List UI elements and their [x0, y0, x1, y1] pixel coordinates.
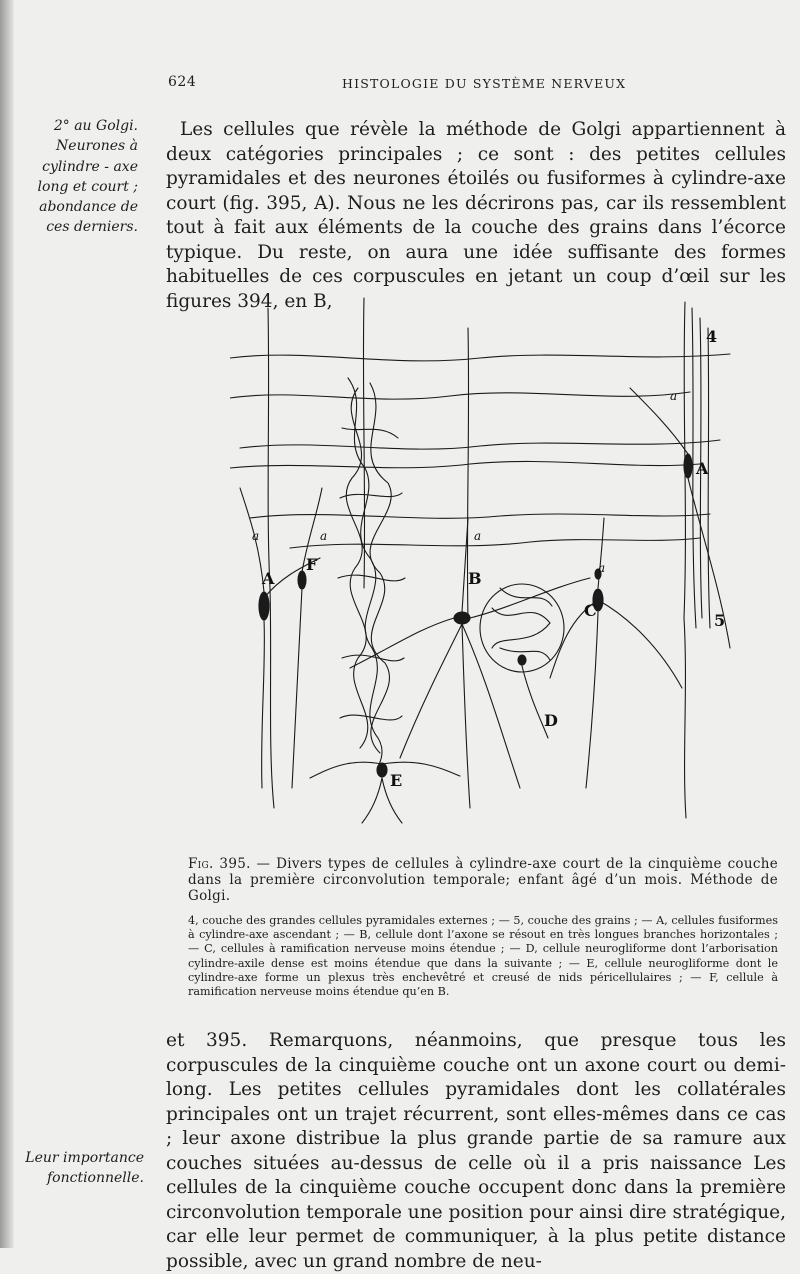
margin-note-importance: Leur importance fonctionnelle. — [25, 1150, 144, 1187]
figure-label-4: 4 — [706, 327, 718, 346]
figure-label-a-small-5: a — [670, 389, 678, 403]
figure-label-f: F — [306, 555, 318, 574]
page-number: 624 — [168, 74, 197, 90]
figure-label-a-right: A — [696, 459, 709, 478]
figure-label-a-small-3: a — [474, 529, 482, 543]
figure-label-d: D — [544, 711, 558, 730]
figure-label-a-small-1: a — [252, 529, 260, 543]
figure-number: Fig. 395. — [188, 856, 251, 872]
figure-395-golgi-drawing — [230, 288, 740, 828]
running-header — [0, 74, 800, 96]
paragraph-intro: Les cellules que révèle la méthode de Golgi appartiennent à deux catégories principales ; ce sont : des petites cellules pyramidales et des neurones étoilés ou fusiformes à cylindre-axe court (fig. 395, A). Nous ne les décrirons pas, car ils ressemblent tout à fait aux éléments de la couche des grains dans l’écorce typique. Du reste, on aura une idée suffisante des formes habituelles de ces corpuscules en jetant un coup d’œil sur les figures 394, en B, — [166, 119, 786, 312]
figure-caption-text: — Divers types de cellules à cylindre-axe court de la cinquième couche dans la première circonvolution temporale; enfant âgé d’un mois. Méthode de Golgi. — [188, 856, 779, 904]
figure-label-a-small-2: a — [320, 529, 328, 543]
figure-label-e: E — [390, 771, 403, 790]
figure-label-b: B — [468, 569, 482, 588]
page-edge-shadow — [0, 0, 14, 1248]
figure-label-a-small-4: a — [598, 561, 606, 575]
figure-label-a-left: A — [262, 569, 275, 588]
paragraph-continuation: et 395. Remarquons, néanmoins, que presque tous les corpuscules de la cinquième couche ont un axone court ou demi-long. Les petites cellules pyramidales dont les collatérales principales ont un trajet récurrent, sont elles-mêmes dans ce cas ; leur axone distribue la plus grande partie de sa ramure aux couches situées au-dessus de celle où il a pris naissance Les cellules de la cinquième couche occupent donc dans la première circonvolution temporale une position pour ainsi dire stratégique, car elle leur permet de communiquer, à la plus petite distance possible, avec un grand nombre de neu- — [166, 1030, 786, 1272]
figure-label-c: C — [584, 601, 597, 620]
running-title: HISTOLOGIE DU SYSTÈME NERVEUX — [342, 76, 627, 91]
margin-note-golgi: 2° au Golgi. Neurones à cylindre - axe long et court ; abondance de ces derniers. — [37, 118, 138, 236]
figure-label-5: 5 — [714, 611, 726, 630]
figure-caption — [188, 856, 778, 904]
figure-legend: 4, couche des grandes cellules pyramidales externes ; — 5, couche des grains ; — A, cellules fusiformes à cylindre-axe ascendant ; — B, cellule dont l’axone se résout en très longues branches horizontales ; — C, cellules à ramification nerveuse moins étendue ; — D, cellule neurogliforme dont l’arborisation cylindre-axile dense est moins étendue que dans la suivante ; — E, cellule neurogliforme dont le cylindre-axe forme un plexus très enchevêtré et creusé de nids péricellulaires ; — F, cellule à ramification nerveuse moins étendue qu’en B. — [188, 914, 778, 999]
